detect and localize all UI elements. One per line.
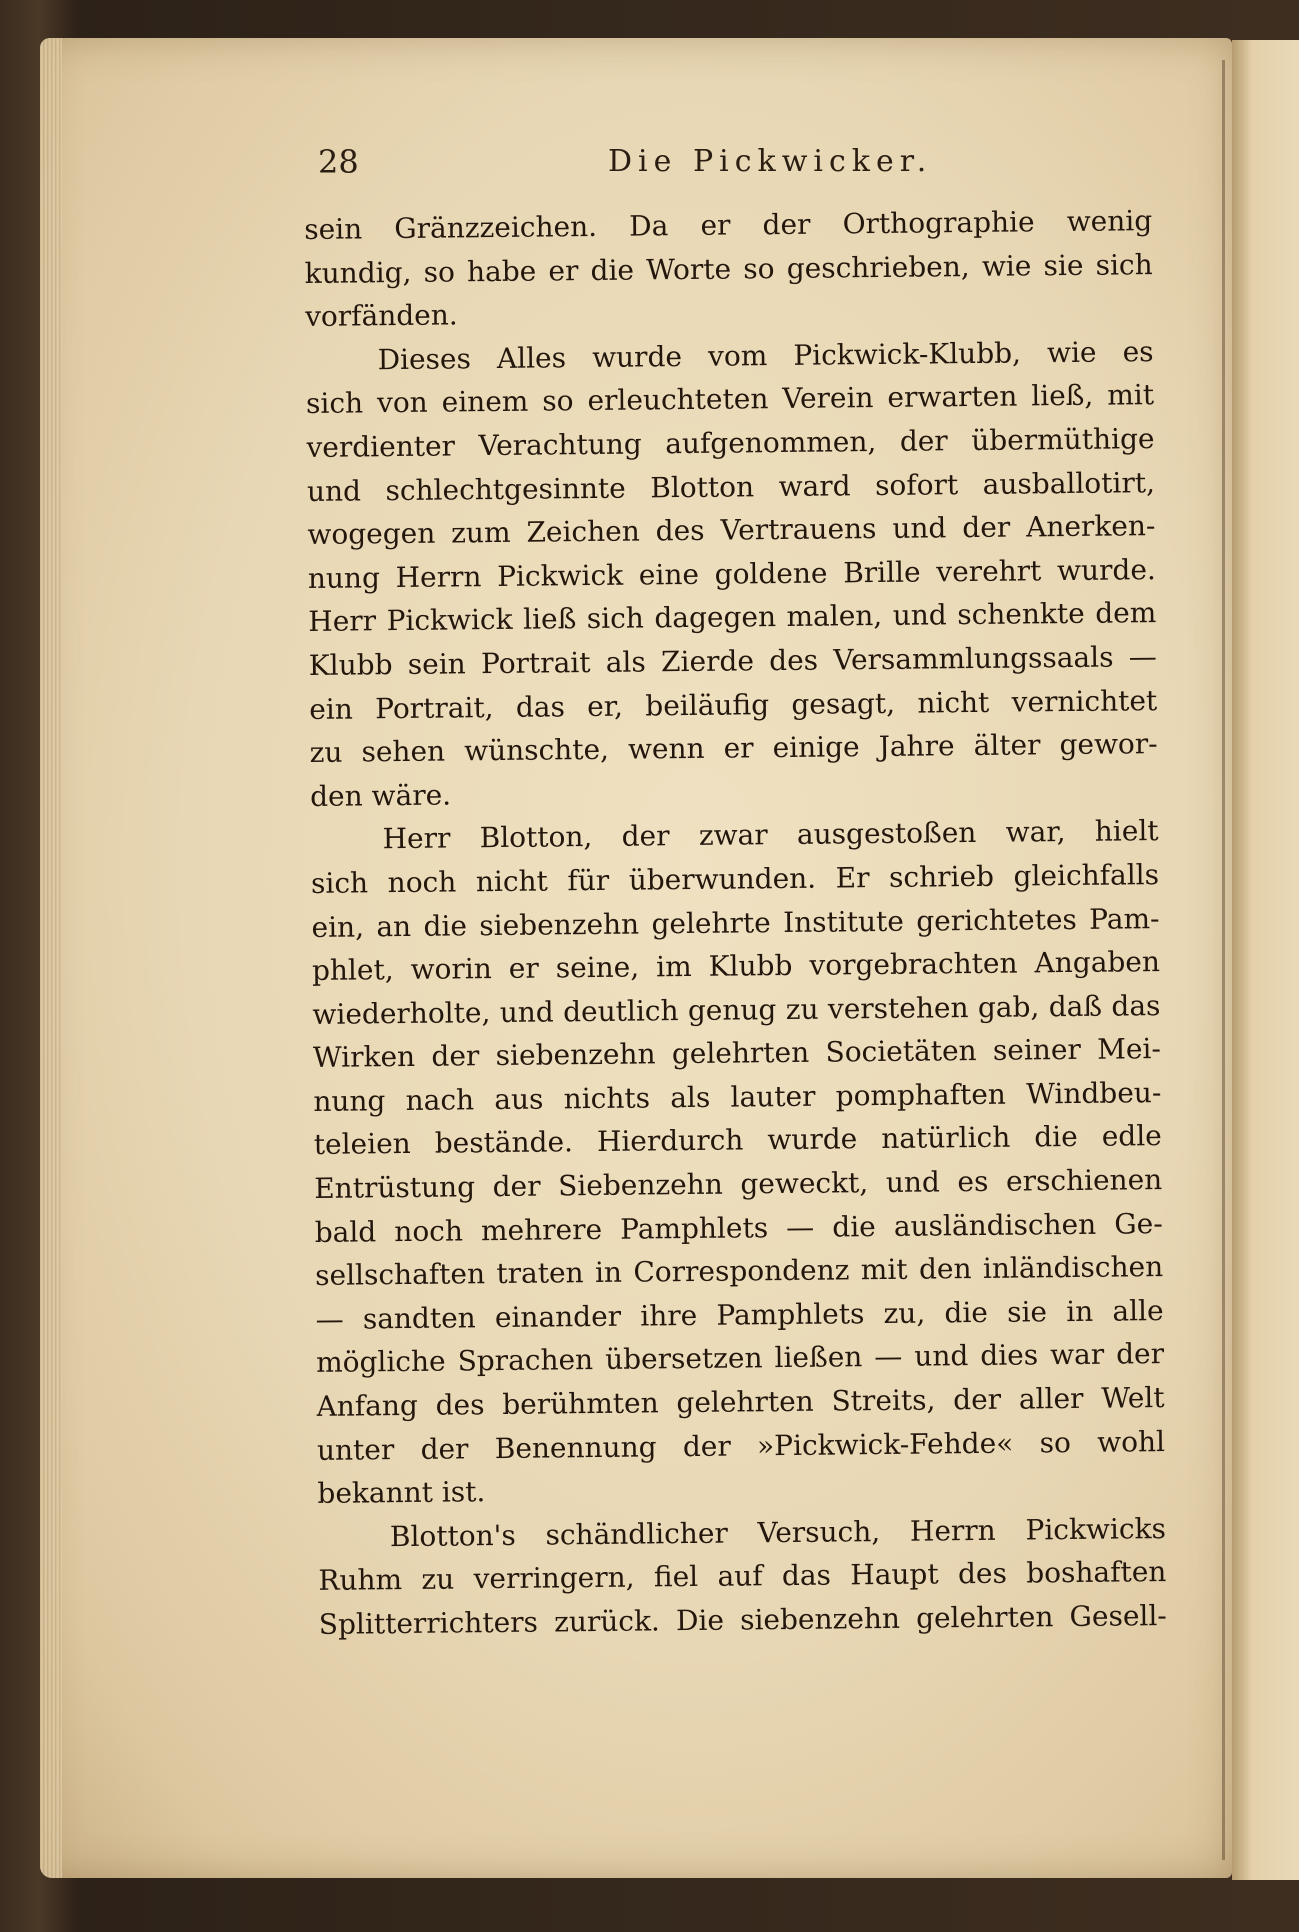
text-line: unter der Benennung der »Pickwick-Fehde« so wohl (316, 1424, 1166, 1467)
text-line: nung nach aus nichts als lauter pomphaften Windbeu- (313, 1075, 1162, 1118)
page-stack-edges (40, 38, 62, 1878)
text-line: Herr Pickwick ließ sich dagegen malen, und schenkte dem (308, 596, 1157, 639)
facing-page-edge (1232, 40, 1299, 1880)
text-line: Herr Blotton, der zwar ausgestoßen war, hielt (382, 814, 1159, 856)
page-gutter (1222, 60, 1225, 1860)
text-line: wiederholte, und deutlich genug zu verstehen gab, daß das (312, 988, 1161, 1031)
body-text (304, 199, 1167, 1646)
text-line: Ruhm zu verringern, fiel auf das Haupt des boshaften (318, 1555, 1167, 1598)
text-line: Anfang des berühmten gelehrten Streits, der aller Welt (316, 1381, 1165, 1423)
text-line: den wäre. (309, 778, 452, 813)
page-header (318, 142, 1146, 192)
text-line: ein, an die siebenzehn gelehrte Institute gerichtetes Pam- (311, 901, 1160, 944)
text-line: Dieses Alles wurde vom Pickwick-Klubb, wie es (377, 334, 1154, 377)
text-line: mögliche Sprachen übersetzen ließen — und dies war der (315, 1337, 1165, 1380)
text-line: Klubb sein Portrait als Zierde des Versammlungssaals — (308, 640, 1157, 682)
text-line: Splitterrichters zurück. Die siebenzehn gelehrten Gesell- (318, 1599, 1167, 1641)
text-line: teleien bestände. Hierdurch wurde natürlich die edle (313, 1119, 1162, 1162)
text-line: und schlechtgesinnte Blotton ward sofort ausballotirt, (306, 465, 1156, 508)
text-line: bekannt ist. (317, 1475, 486, 1511)
text-line: wogegen zum Zeichen des Vertrauens und der Anerken- (307, 509, 1156, 552)
text-line: verdienter Verachtung aufgenommen, der übermüthige (306, 422, 1155, 464)
text-line: sein Gränzzeichen. Da er der Orthographie wenig (304, 204, 1153, 246)
text-line: phlet, worin er seine, im Klubb vorgebrachten Angaben (311, 945, 1161, 988)
text-line: Entrüstung der Siebenzehn geweckt, und es erschienen (314, 1163, 1163, 1206)
text-line: sich noch nicht für überwunden. Er schrieb gleichfalls (310, 857, 1160, 900)
running-title: Die Pickwicker. (608, 144, 933, 179)
text-line: ein Portrait, das er, beiläufig gesagt, nicht vernichtet (309, 683, 1158, 726)
text-line: — sandten einander ihre Pamphlets zu, die sie in alle (315, 1293, 1164, 1336)
text-line: zu sehen wünschte, wenn er einige Jahre älter gewor- (309, 727, 1158, 770)
text-line: Wirken der siebenzehn gelehrten Societäten seiner Mei- (312, 1032, 1162, 1075)
text-line: sellschaften traten in Correspondenz mit den inländischen (315, 1250, 1164, 1293)
text-line: vorfänden. (304, 298, 458, 334)
text-line: bald noch mehrere Pamphlets — die ausländischen Ge- (314, 1206, 1163, 1249)
text-line: nung Herrn Pickwick eine goldene Brille verehrt wurde. (307, 552, 1157, 595)
page-number: 28 (318, 143, 359, 181)
text-line: sich von einem so erleuchteten Verein erwarten ließ, mit (305, 378, 1155, 421)
text-line: Blotton's schändlicher Versuch, Herrn Pickwicks (389, 1511, 1167, 1553)
text-line: kundig, so habe er die Worte so geschrieben, wie sie sich (304, 247, 1153, 290)
